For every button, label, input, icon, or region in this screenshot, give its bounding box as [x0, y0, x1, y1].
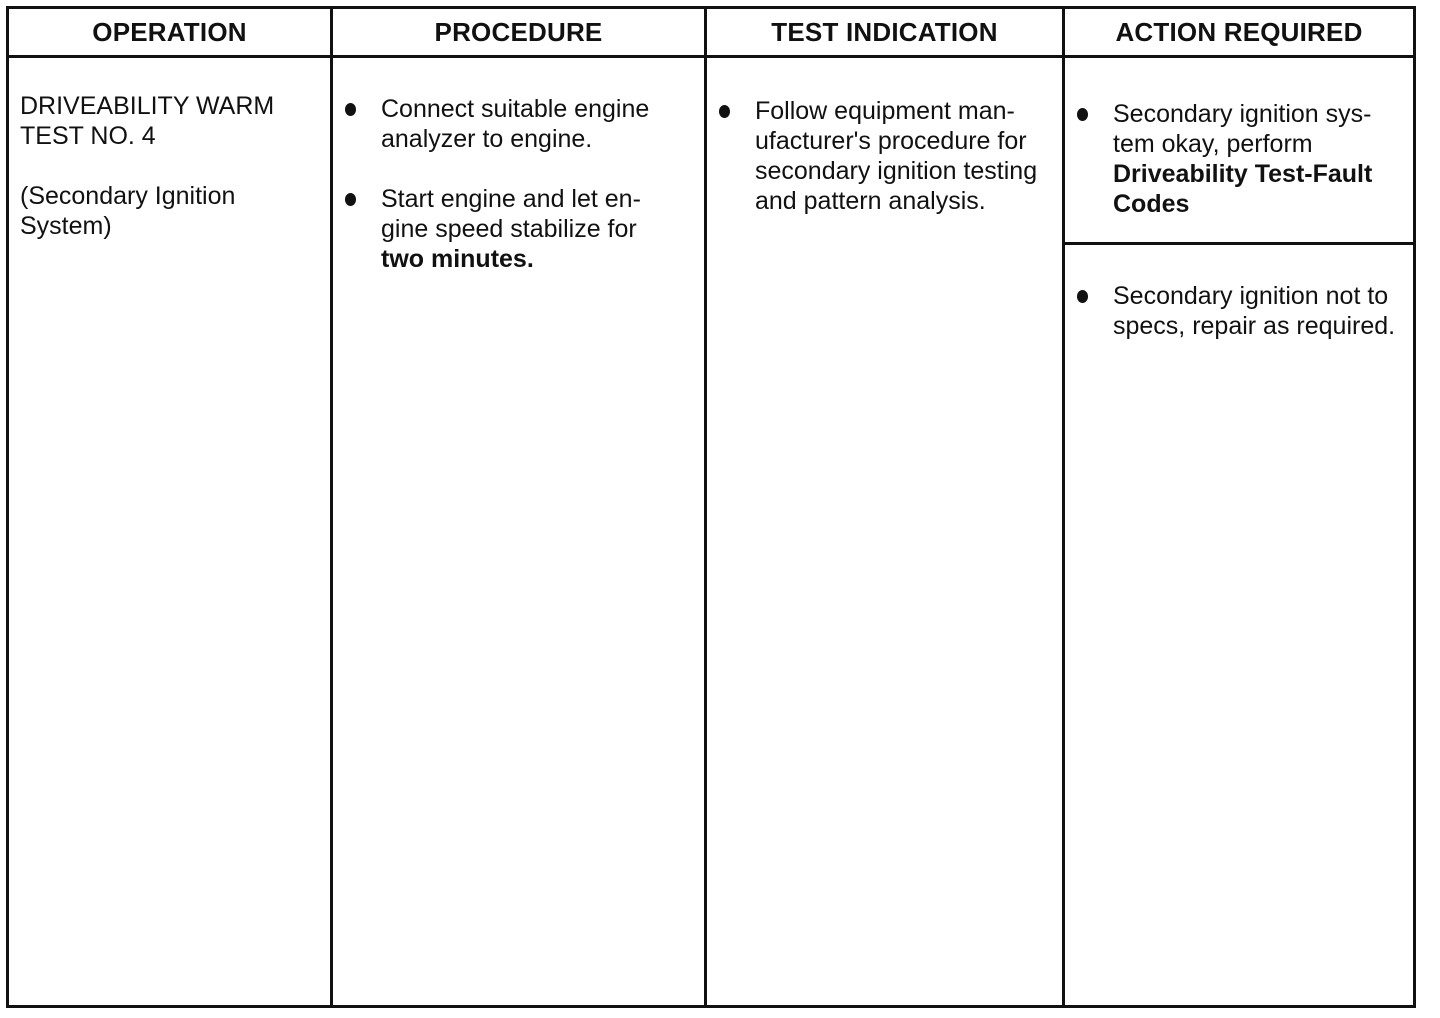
- header-divider: [9, 55, 1413, 58]
- procedure-step-2-emphasis: two minutes.: [381, 245, 534, 273]
- header-action-required: ACTION REQUIRED: [1115, 16, 1363, 47]
- action-cell-2: [1077, 281, 1405, 341]
- operation-title-line2: TEST NO. 4: [20, 122, 156, 150]
- test-indication-item-1-text: Follow equipment man-ufacturer's procedure for secondary ignition testing and pattern analysis.: [755, 97, 1038, 215]
- operation-title-line1: DRIVEABILITY WARM: [20, 92, 275, 120]
- operation-title: [20, 91, 320, 151]
- bullet-icon: [345, 103, 356, 116]
- operation-subtitle: [20, 181, 320, 241]
- bullet-icon: [1077, 108, 1088, 121]
- action-item-1-link-text: Driveability Test-Fault Codes: [1113, 160, 1373, 218]
- procedure-step-1-text: Connect suitable engine analyzer to engine.: [381, 95, 650, 153]
- test-indication-cell: [719, 96, 1051, 216]
- action-item-2-text: Secondary ignition not to specs, repair as required.: [1113, 282, 1396, 340]
- bullet-icon: [1077, 290, 1088, 303]
- header-operation: OPERATION: [92, 16, 247, 47]
- column-divider: [1062, 9, 1065, 1005]
- procedure-cell: [345, 94, 680, 274]
- operation-cell: [20, 91, 320, 241]
- header-procedure: PROCEDURE: [434, 16, 603, 47]
- diagnostic-table: [6, 6, 1416, 1008]
- operation-subtitle-line2: System): [20, 212, 112, 240]
- operation-subtitle-line1: (Secondary Ignition: [20, 182, 236, 210]
- column-divider: [704, 9, 707, 1005]
- action-item-2: [1077, 281, 1405, 341]
- column-divider: [330, 9, 333, 1005]
- header-test-indication: TEST INDICATION: [771, 16, 998, 47]
- test-indication-item-1: [719, 96, 1051, 216]
- action-item-1-text: Secondary ignition sys-tem okay, perform: [1113, 100, 1372, 158]
- procedure-step-1: [345, 94, 680, 154]
- bullet-icon: [719, 105, 730, 118]
- procedure-step-2: [345, 184, 680, 274]
- procedure-step-2-text: Start engine and let en-gine speed stabilize for: [381, 185, 641, 243]
- action-row-divider: [1065, 242, 1413, 245]
- action-cell-1: [1077, 99, 1405, 219]
- bullet-icon: [345, 193, 356, 206]
- action-item-1: [1077, 99, 1405, 219]
